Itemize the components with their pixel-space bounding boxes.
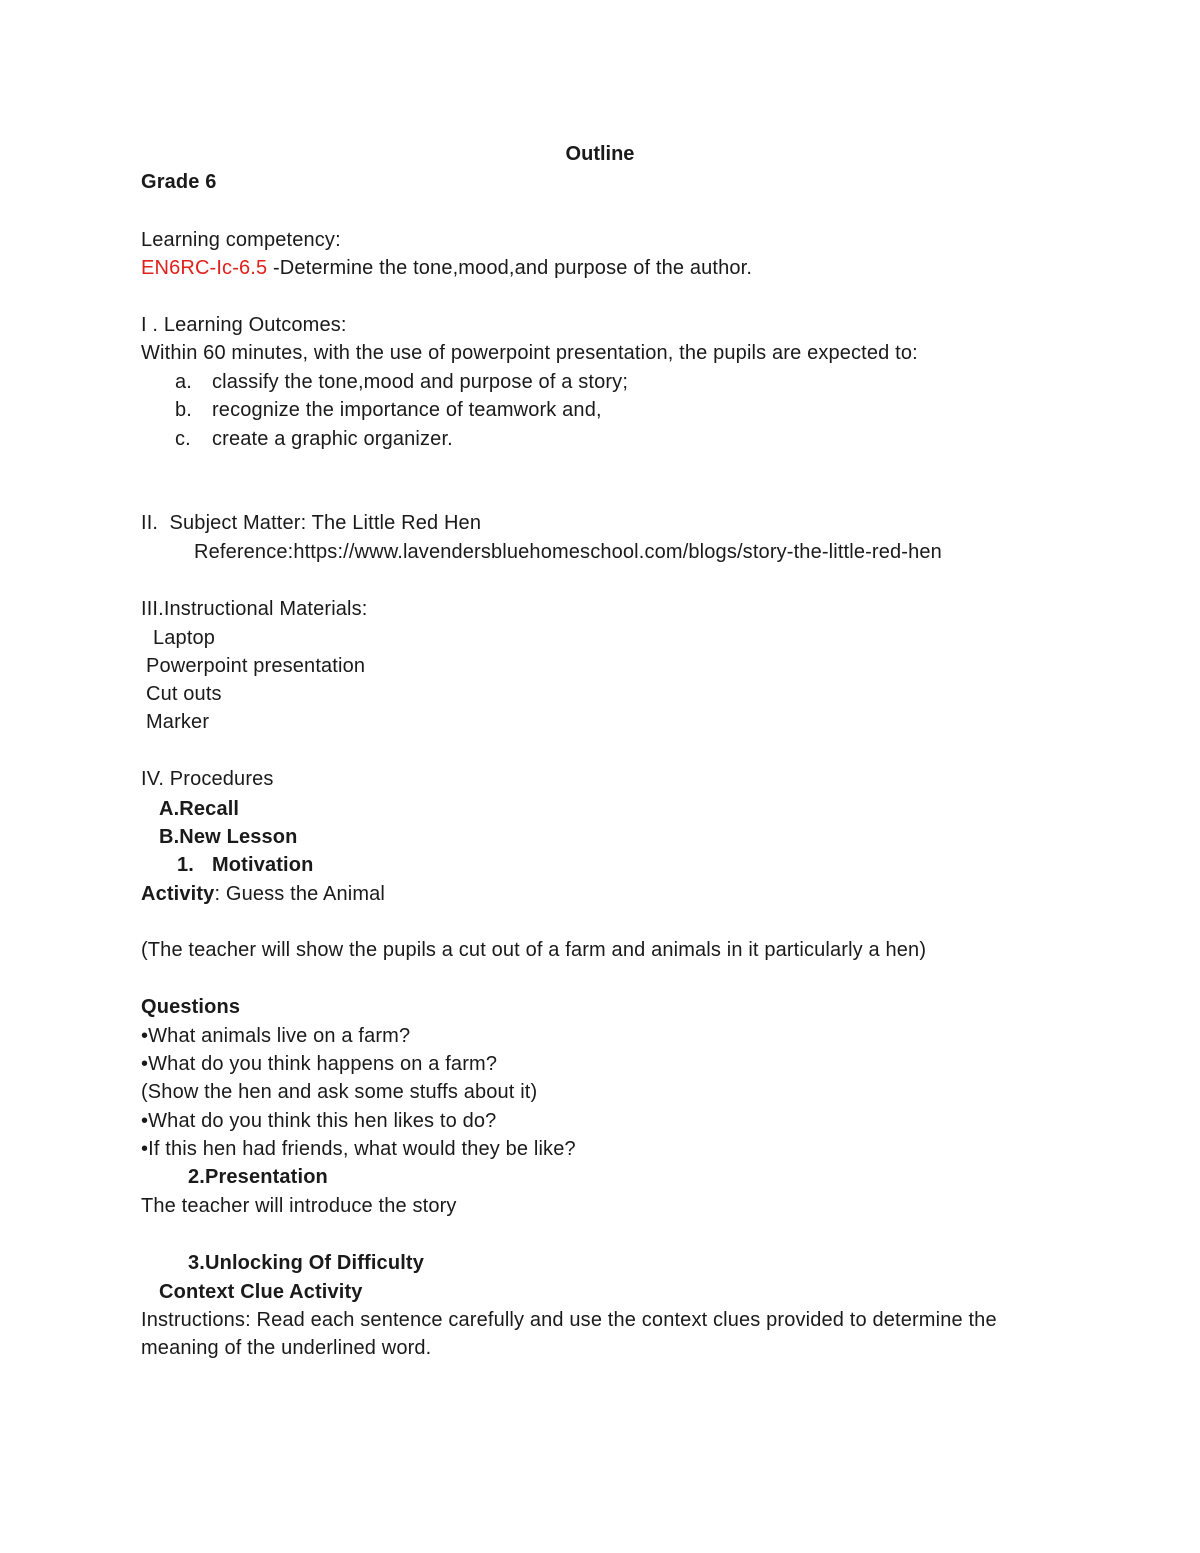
instructions-line: meaning of the underlined word.	[141, 1337, 432, 1359]
material-item: Laptop	[153, 627, 216, 649]
outcome-item: recognize the importance of teamwork and,	[212, 399, 602, 421]
document-title: Outline	[565, 143, 635, 165]
question-item: •What animals live on a farm?	[141, 1025, 411, 1047]
outcome-item: create a graphic organizer.	[212, 428, 453, 450]
question-item: •If this hen had friends, what would they be like?	[141, 1138, 576, 1160]
activity-label: Activity	[141, 883, 215, 905]
outcome-marker: a.	[175, 371, 192, 393]
outcomes-heading: I . Learning Outcomes:	[141, 314, 347, 336]
questions-heading: Questions	[141, 996, 241, 1018]
activity-line	[141, 882, 385, 906]
grade-label: Grade 6	[141, 171, 217, 193]
presentation-heading: 2.Presentation	[188, 1166, 328, 1188]
teacher-note: (The teacher will show the pupils a cut out of a farm and animals in it particularly a hen)	[141, 939, 927, 961]
outcome-marker: c.	[175, 428, 191, 450]
question-item: •What do you think this hen likes to do?	[141, 1110, 497, 1132]
question-note: (Show the hen and ask some stuffs about it)	[141, 1081, 538, 1103]
subject-heading: II. Subject Matter: The Little Red Hen	[141, 512, 482, 534]
competency-label: Learning competency:	[141, 229, 341, 251]
recall-heading: A.Recall	[159, 798, 240, 820]
material-item: Cut outs	[146, 683, 222, 705]
question-item: •What do you think happens on a farm?	[141, 1053, 498, 1075]
procedures-heading: IV. Procedures	[141, 768, 274, 790]
material-item: Marker	[146, 711, 210, 733]
reference-line: Reference:https://www.lavendersbluehomeschool.com/blogs/story-the-little-red-hen	[194, 541, 942, 563]
competency-code: EN6RC-Ic-6.5	[141, 257, 268, 279]
outcomes-intro: Within 60 minutes, with the use of powerpoint presentation, the pupils are expected to:	[141, 342, 918, 364]
unlocking-heading: 3.Unlocking Of Difficulty	[188, 1252, 424, 1274]
new-lesson-heading: B.New Lesson	[159, 826, 298, 848]
instructions-line: Instructions: Read each sentence carefully and use the context clues provided to determine the	[141, 1309, 997, 1331]
activity-text: : Guess the Animal	[214, 883, 386, 905]
motivation-number: 1.	[177, 854, 194, 876]
motivation-heading: Motivation	[212, 854, 314, 876]
competency-text: -Determine the tone,mood,and purpose of the author.	[267, 257, 753, 279]
context-clue-heading: Context Clue Activity	[159, 1281, 363, 1303]
outcome-item: classify the tone,mood and purpose of a story;	[212, 371, 629, 393]
materials-heading: III.Instructional Materials:	[141, 598, 368, 620]
outcome-marker: b.	[175, 399, 192, 421]
material-item: Powerpoint presentation	[146, 655, 366, 677]
presentation-text: The teacher will introduce the story	[141, 1195, 457, 1217]
competency-line	[141, 256, 752, 280]
